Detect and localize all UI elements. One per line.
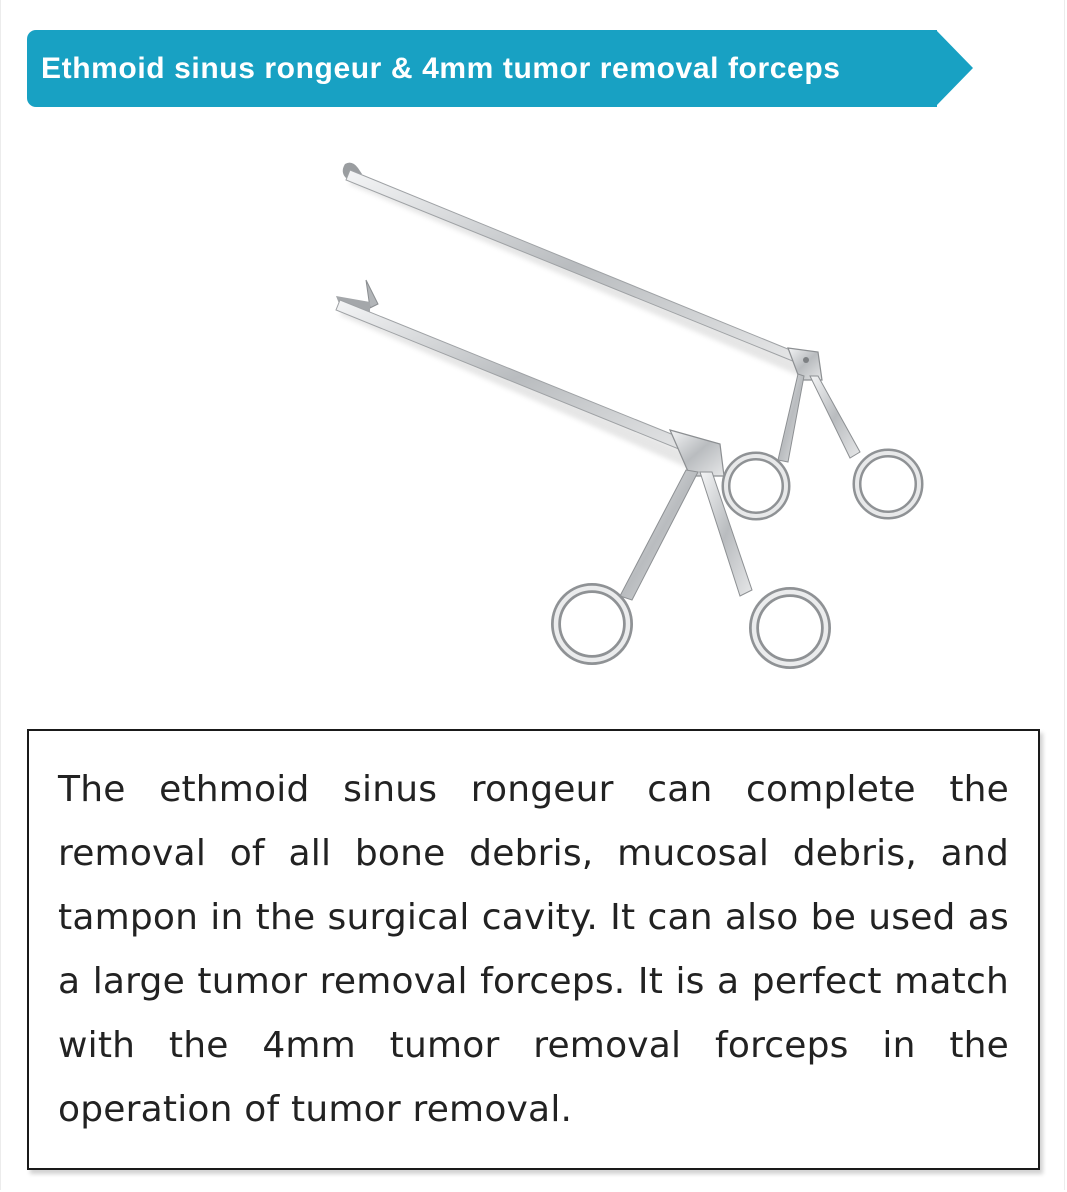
description-text: The ethmoid sinus rongeur can complete the removal of all bone debris, mucosal debris, and tampon in the surgical cavity. It can also be used as a large tumor removal forceps. It is a perfect match with the 4mm tumor removal forceps in the operation of tumor removal. (58, 769, 1009, 1130)
title-banner (27, 30, 973, 107)
description-box (27, 729, 1040, 1170)
title-banner-arrow (936, 30, 973, 106)
product-image (40, 130, 1040, 710)
page-title: Ethmoid sinus rongeur & 4mm tumor removal forceps (41, 52, 841, 85)
